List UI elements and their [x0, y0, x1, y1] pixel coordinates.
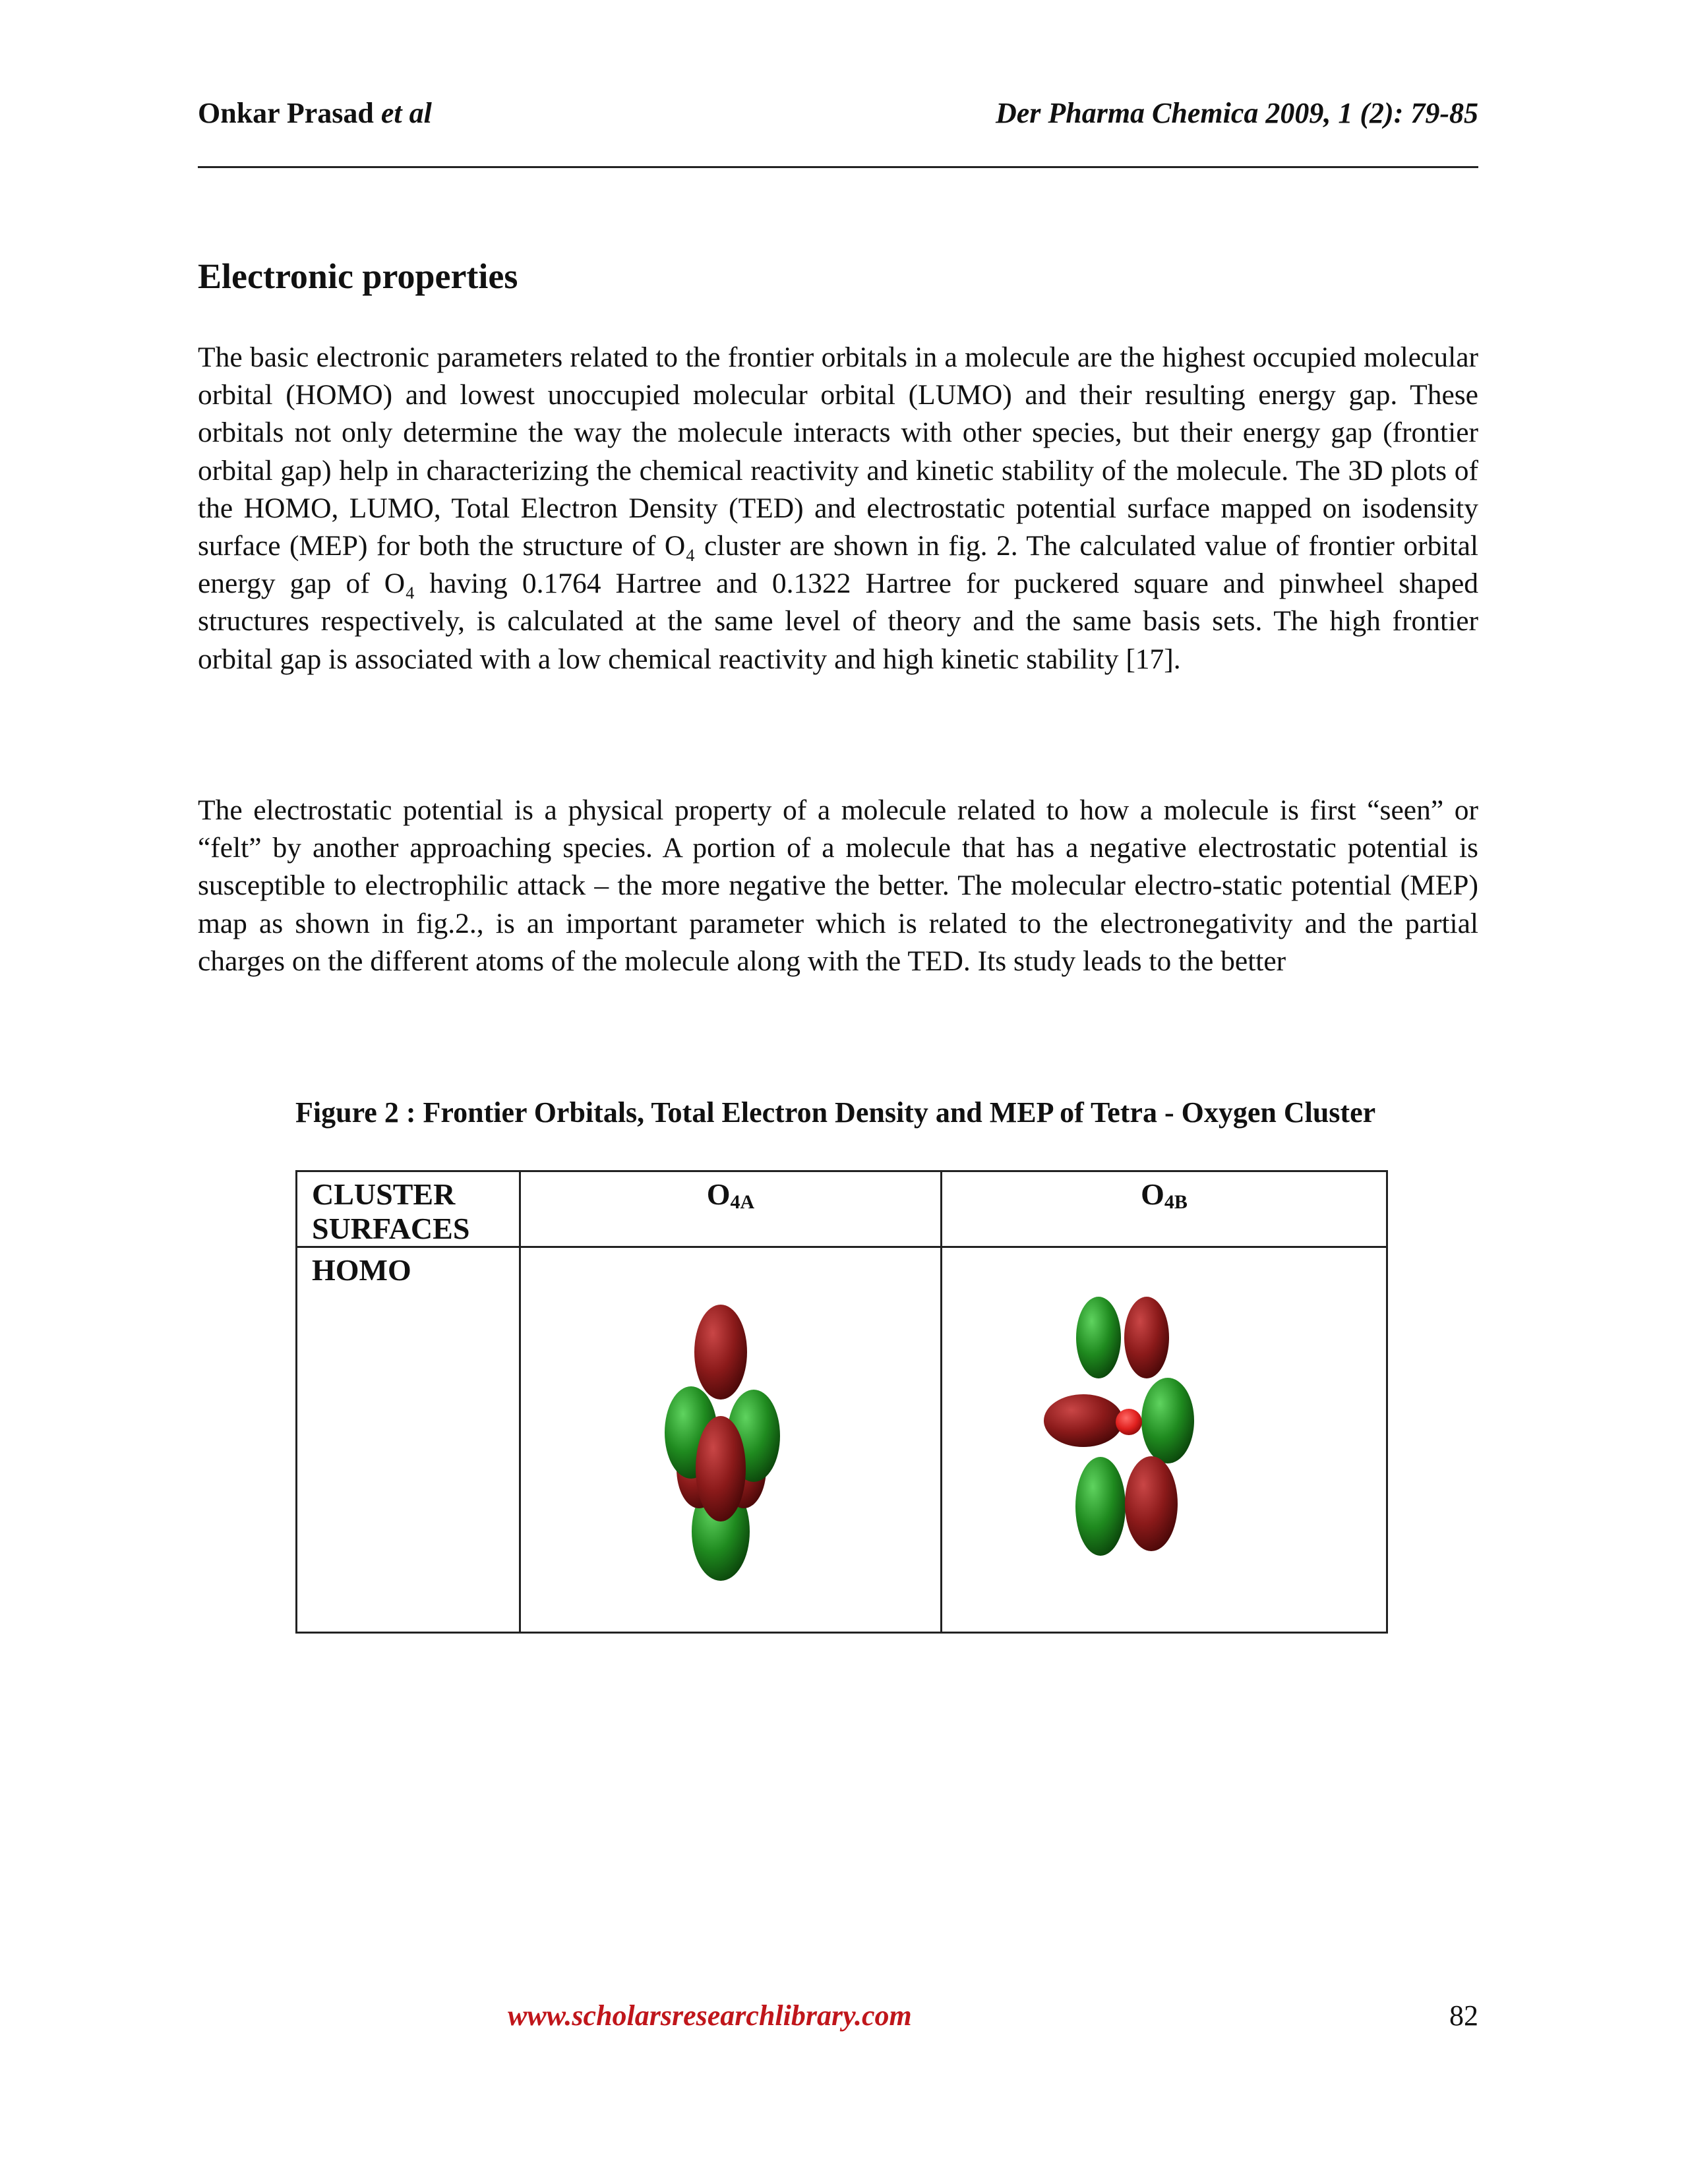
orbital-lobe: [1076, 1297, 1121, 1378]
header-rule: [198, 166, 1478, 168]
column-header-o4a: [520, 1171, 942, 1247]
orbital-lobe: [1075, 1457, 1126, 1556]
orbital-lobe: [1044, 1394, 1123, 1447]
header-author: [198, 99, 432, 128]
figure-table: [295, 1170, 1388, 1634]
orbital-lobe: [1124, 1297, 1169, 1378]
corner-header-label: CLUSTER SURFACES: [312, 1177, 470, 1245]
homo-o4a-orbital-plot: [521, 1248, 940, 1634]
table-header-row: [297, 1171, 1387, 1247]
author-name: Onkar Prasad: [198, 97, 374, 129]
header-journal: Der Pharma Chemica 2009, 1 (2): 79-85: [995, 97, 1478, 129]
col-b-sub: 4B: [1164, 1191, 1188, 1213]
col-a-base: O: [706, 1177, 731, 1211]
orbital-lobe: [1141, 1378, 1194, 1463]
homo-o4b-orbital-plot: [942, 1248, 1386, 1634]
footer-url[interactable]: www.scholarsresearchlibrary.com: [508, 1999, 912, 2032]
row-label-homo: HOMO: [312, 1253, 411, 1287]
table-row-homo: [297, 1247, 1387, 1633]
paragraph-frontier-orbitals: The basic electronic parameters related to the frontier orbitals in a molecule are the highest occupied molecular orbital (HOMO) and lowest unoccupied molecular orbital (LUMO) and their resulting energy gap. These orbitals not only determine the way the molecule interacts with other species, but their energy gap (frontier orbital gap) help in characterizing the chemical reactivity and kinetic stability of the molecule. The 3D plots of the HOMO, LUMO, Total Electron Density (TED) and electrostatic potential surface mapped on isodensity surface (MEP) for both the structure of O₄ cluster are shown in fig. 2. The calculated value of frontier orbital energy gap of O₄ having 0.1764 Hartree and 0.1322 Hartree for puckered square and pinwheel shaped structures respectively, is calculated at the same level of theory and the same basis sets. The high frontier orbital gap is associated with a low chemical reactivity and high kinetic stability [17].: [198, 341, 1478, 675]
homo-o4a-cell: [520, 1247, 942, 1633]
author-suffix: et al: [380, 97, 432, 129]
row-label-cell: [297, 1247, 520, 1633]
corner-header-cell: [297, 1171, 520, 1247]
page-number: 82: [1449, 1999, 1478, 2032]
paragraph-electrostatic-potential: The electrostatic potential is a physical property of a molecule related to how a molecule is first “seen” or “felt” by another approaching species. A portion of a molecule that has a negative electrostatic potential is susceptible to electrophilic attack – the more negative the better. The molecular electro-static potential (MEP) map as shown in fig.2., is an important parameter which is related to the electronegativity and the partial charges on the different atoms of the molecule along with the TED. Its study leads to the better: [198, 794, 1478, 977]
col-a-sub: 4A: [730, 1191, 755, 1213]
center-atom: [1116, 1409, 1142, 1435]
orbital-lobe: [1125, 1456, 1178, 1551]
col-b-base: O: [1141, 1177, 1164, 1211]
orbital-lobe: [694, 1305, 747, 1400]
figure-caption: Figure 2 : Frontier Orbitals, Total Electron Density and MEP of Tetra - Oxygen Cluster: [295, 1096, 1376, 1129]
homo-o4b-cell: [942, 1247, 1387, 1633]
orbital-lobe: [696, 1416, 746, 1521]
section-title: Electronic properties: [198, 256, 518, 296]
column-header-o4b: [942, 1171, 1387, 1247]
